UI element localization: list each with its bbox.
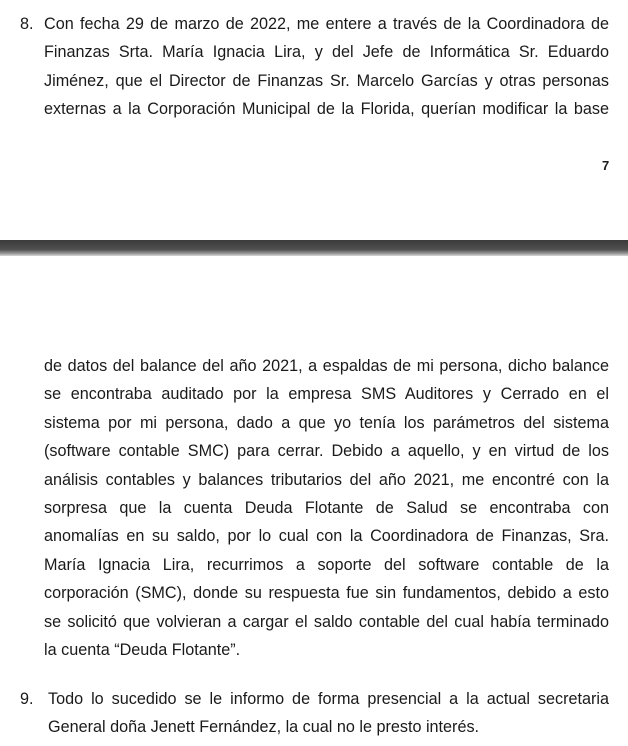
text-line: Jiménez, que el Director de Finanzas Sr. Marcelo Garcías y otras personas <box>44 71 609 90</box>
item-number-8: 8. <box>20 15 34 33</box>
text-line: María Ignacia Lira, recurrimos a soporte del software contable de la <box>44 555 609 574</box>
text-line: anomalías en su saldo, por lo cual con la Coordinadora de Finanzas, Sra. <box>44 527 609 546</box>
text-line: Finanzas Srta. María Ignacia Lira, y del Jefe de Informática Sr. Eduardo <box>44 43 609 62</box>
text-line: sistema por mi persona, dado a que yo tenía los parámetros del sistema <box>44 413 609 432</box>
text-line: se solicitó que volvieran a cargar el saldo contable del cual había terminado <box>44 612 609 631</box>
paragraph-continuation <box>44 352 609 664</box>
page-break-separator <box>0 240 628 256</box>
document-page-top <box>0 0 628 240</box>
text-line: de datos del balance del año 2021, a espaldas de mi persona, dicho balance <box>44 357 609 375</box>
item-number-9: 9. <box>20 690 34 708</box>
text-line: General doña Jenett Fernández, la cual no le presto interés. <box>48 718 480 737</box>
text-line: (software contable SMC) para cerrar. Debido a aquello, y en virtud de los <box>44 442 609 461</box>
page-number: 7 <box>602 158 610 173</box>
text-line: corporación (SMC), donde su respuesta fue sin fundamentos, debido a esto <box>44 584 609 603</box>
text-line: se encontraba auditado por la empresa SMS Auditores y Cerrado en el <box>44 385 609 404</box>
text-line: sorpresa que la cuenta Deuda Flotante de Salud se encontraba con <box>44 499 609 518</box>
document-page-bottom <box>0 256 628 746</box>
text-line: análisis contables y balances tributarios del año 2021, me encontré con la <box>44 470 609 489</box>
paragraph-item-9 <box>48 685 609 742</box>
text-line: externas a la Corporación Municipal de la Florida, querían modificar la base <box>44 100 609 119</box>
text-line: Todo lo sucedido se le informo de forma presencial a la actual secretaria <box>48 690 609 708</box>
paragraph-item-8 <box>44 10 609 124</box>
text-line: Con fecha 29 de marzo de 2022, me entere a través de la Coordinadora de <box>44 15 609 33</box>
text-line: la cuenta “Deuda Flotante”. <box>44 641 241 660</box>
